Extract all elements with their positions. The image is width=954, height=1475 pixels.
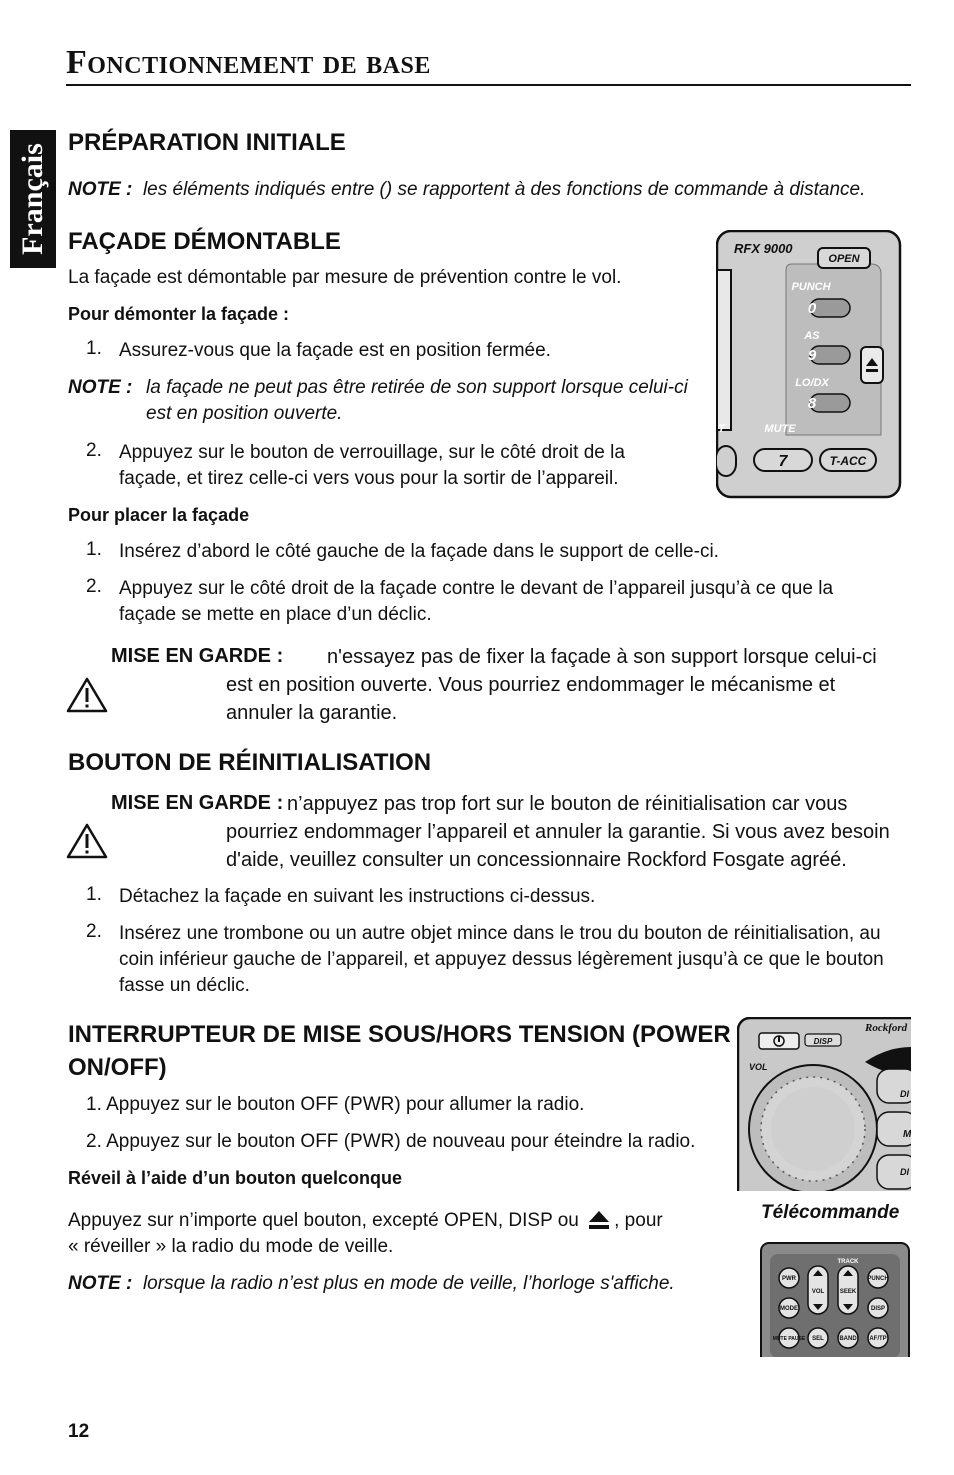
page-number: 12	[68, 1421, 90, 1442]
warning-line2: est en position ouverte. Vous pourriez endommager le mécanisme et	[226, 674, 836, 696]
m-label: M	[903, 1129, 911, 1140]
list-number: 1.	[86, 539, 102, 560]
list-number: 2.	[86, 921, 102, 942]
remote-caption: Télécommande	[761, 1202, 900, 1223]
button-0-label: 0	[807, 300, 817, 317]
subheading-wake: Réveil à l’aide d’un bouton quelconque	[68, 1168, 403, 1188]
list-item-line: coin inférieur gauche de l’appareil, et appuyez dessus légèrement jusqu’à ce que le bouton	[119, 949, 884, 970]
punch-label: PUNCH	[791, 281, 831, 293]
note-label: NOTE :	[68, 179, 133, 200]
pwr-button-label: PWR	[782, 1276, 796, 1282]
seek-button-label: SEEK	[839, 1289, 857, 1295]
subheading-place: Pour placer la façade	[68, 505, 250, 525]
disp-button-label: DISP	[870, 1306, 886, 1312]
mute-label: MUTE	[764, 423, 796, 435]
mute-pause-button-label: MUTE PAUSE	[772, 1336, 806, 1342]
warning-line3: d'aide, veuillez consulter un concessionnaire Rockford Fosgate agréé.	[226, 849, 847, 871]
title-rule	[66, 84, 911, 86]
warning-line2: pourriez endommager l’appareil et annuler la garantie. Si vous avez besoin	[226, 821, 890, 843]
warning-line1: n’appuyez pas trop fort sur le bouton de réinitialisation car vous	[287, 793, 848, 815]
subheading-remove: Pour démonter la façade :	[68, 304, 290, 324]
note-text: lorsque la radio n’est plus en mode de veille, l’horloge s'affiche.	[142, 1273, 675, 1294]
section-heading-power-line2: ON/OFF)	[68, 1054, 167, 1081]
sel-button-label: SEL	[812, 1336, 824, 1342]
facade-note-line2: est en position ouverte.	[146, 403, 343, 424]
warning-label: MISE EN GARDE :	[111, 645, 284, 667]
power-step-2: 2. Appuyez sur le bouton OFF (PWR) de nouveau pour éteindre la radio.	[86, 1131, 696, 1152]
list-number: 1.	[86, 338, 102, 359]
list-item: Assurez-vous que la façade est en position fermée.	[119, 340, 551, 361]
lodx-label: LO/DX	[795, 377, 829, 389]
band-button-label: BAND	[839, 1336, 857, 1342]
volume-knob-illustration	[737, 1017, 911, 1191]
section-heading-reset: BOUTON DE RÉINITIALISATION	[68, 749, 432, 776]
list-item-line: façade se mette en place d’un déclic.	[119, 604, 432, 625]
note-label: NOTE :	[68, 1273, 133, 1294]
list-item: Détachez la façade en suivant les instructions ci-dessus.	[119, 886, 596, 907]
language-tab-label: Français	[16, 143, 49, 255]
power-step-1: 1. Appuyez sur le bouton OFF (PWR) pour allumer la radio.	[86, 1094, 585, 1115]
aftp-button-label: AF/TP	[869, 1336, 887, 1342]
wake-line1-text: Appuyez sur n’importe quel bouton, excepté OPEN, DISP ou	[68, 1210, 579, 1231]
warning-icon	[66, 823, 108, 859]
facade-note	[68, 374, 132, 401]
button-9-label: 9	[807, 347, 817, 364]
facade-intro: La façade est démontable par mesure de prévention contre le vol.	[68, 267, 622, 288]
facade-note-line1: la façade ne peut pas être retirée de son support lorsque celui-ci	[146, 377, 688, 398]
button-8-label: 8	[807, 395, 817, 412]
partial-t-label: T	[718, 423, 725, 435]
list-number: 2.	[86, 576, 102, 597]
vol-button-label: VOL	[811, 1289, 825, 1295]
mode-button-label: MODE	[780, 1306, 798, 1312]
brand-logo: Rockford	[865, 1022, 908, 1034]
wake-line1	[68, 1207, 663, 1234]
disp-label: DISP	[813, 1037, 833, 1046]
track-label: TRACK	[837, 1259, 859, 1265]
warning-icon	[66, 677, 108, 713]
language-tab	[10, 130, 56, 268]
warning-label: MISE EN GARDE :	[111, 792, 284, 814]
di-top-label: DI	[900, 1089, 909, 1099]
button-7-label: 7	[778, 453, 788, 470]
faceplate-illustration	[716, 230, 902, 500]
list-number: 2.	[86, 440, 102, 461]
open-label: OPEN	[828, 253, 860, 265]
list-item-line: façade, et tirez celle-ci vers vous pour la sortir de l’appareil.	[119, 468, 619, 489]
wake-line2: « réveiller » la radio du mode de veille.	[68, 1236, 394, 1257]
tacc-label: T-ACC	[829, 454, 867, 468]
vol-label: VOL	[749, 1062, 768, 1072]
warning-line3: annuler la garantie.	[226, 702, 398, 724]
note-text: les éléments indiqués entre () se rapportent à des fonctions de commande à distance.	[142, 179, 866, 200]
prep-note	[68, 176, 865, 203]
section-heading-facade: FAÇADE DÉMONTABLE	[68, 228, 341, 255]
list-item-line: Insérez une trombone ou un autre objet mince dans le trou du bouton de réinitialisation, au	[119, 923, 881, 944]
list-item-line: Appuyez sur le côté droit de la façade contre le devant de l’appareil jusqu’à ce que la	[119, 578, 834, 599]
note-label: NOTE :	[68, 377, 133, 398]
section-heading-power: INTERRUPTEUR DE MISE SOUS/HORS TENSION (POWER	[68, 1021, 731, 1048]
list-item-line: Appuyez sur le bouton de verrouillage, sur le côté droit de la	[119, 442, 625, 463]
wake-line1-end: , pour	[614, 1210, 663, 1231]
eject-icon	[586, 1208, 612, 1232]
power-note	[68, 1270, 675, 1297]
as-label: AS	[804, 330, 820, 342]
list-item-line: fasse un déclic.	[119, 975, 250, 996]
section-heading-preparation: PRÉPARATION INITIALE	[68, 129, 346, 156]
list-number: 1.	[86, 884, 102, 905]
di-bottom-label: DI	[900, 1167, 909, 1177]
punch-button-label: PUNCH	[867, 1276, 889, 1282]
model-label: RFX 9000	[734, 241, 793, 256]
page-title: Fonctionnement de base	[66, 44, 431, 81]
warning-line1: n'essayez pas de fixer la façade à son support lorsque celui-ci	[327, 646, 877, 668]
list-item: Insérez d’abord le côté gauche de la façade dans le support de celle-ci.	[119, 541, 719, 562]
remote-illustration	[760, 1242, 910, 1357]
